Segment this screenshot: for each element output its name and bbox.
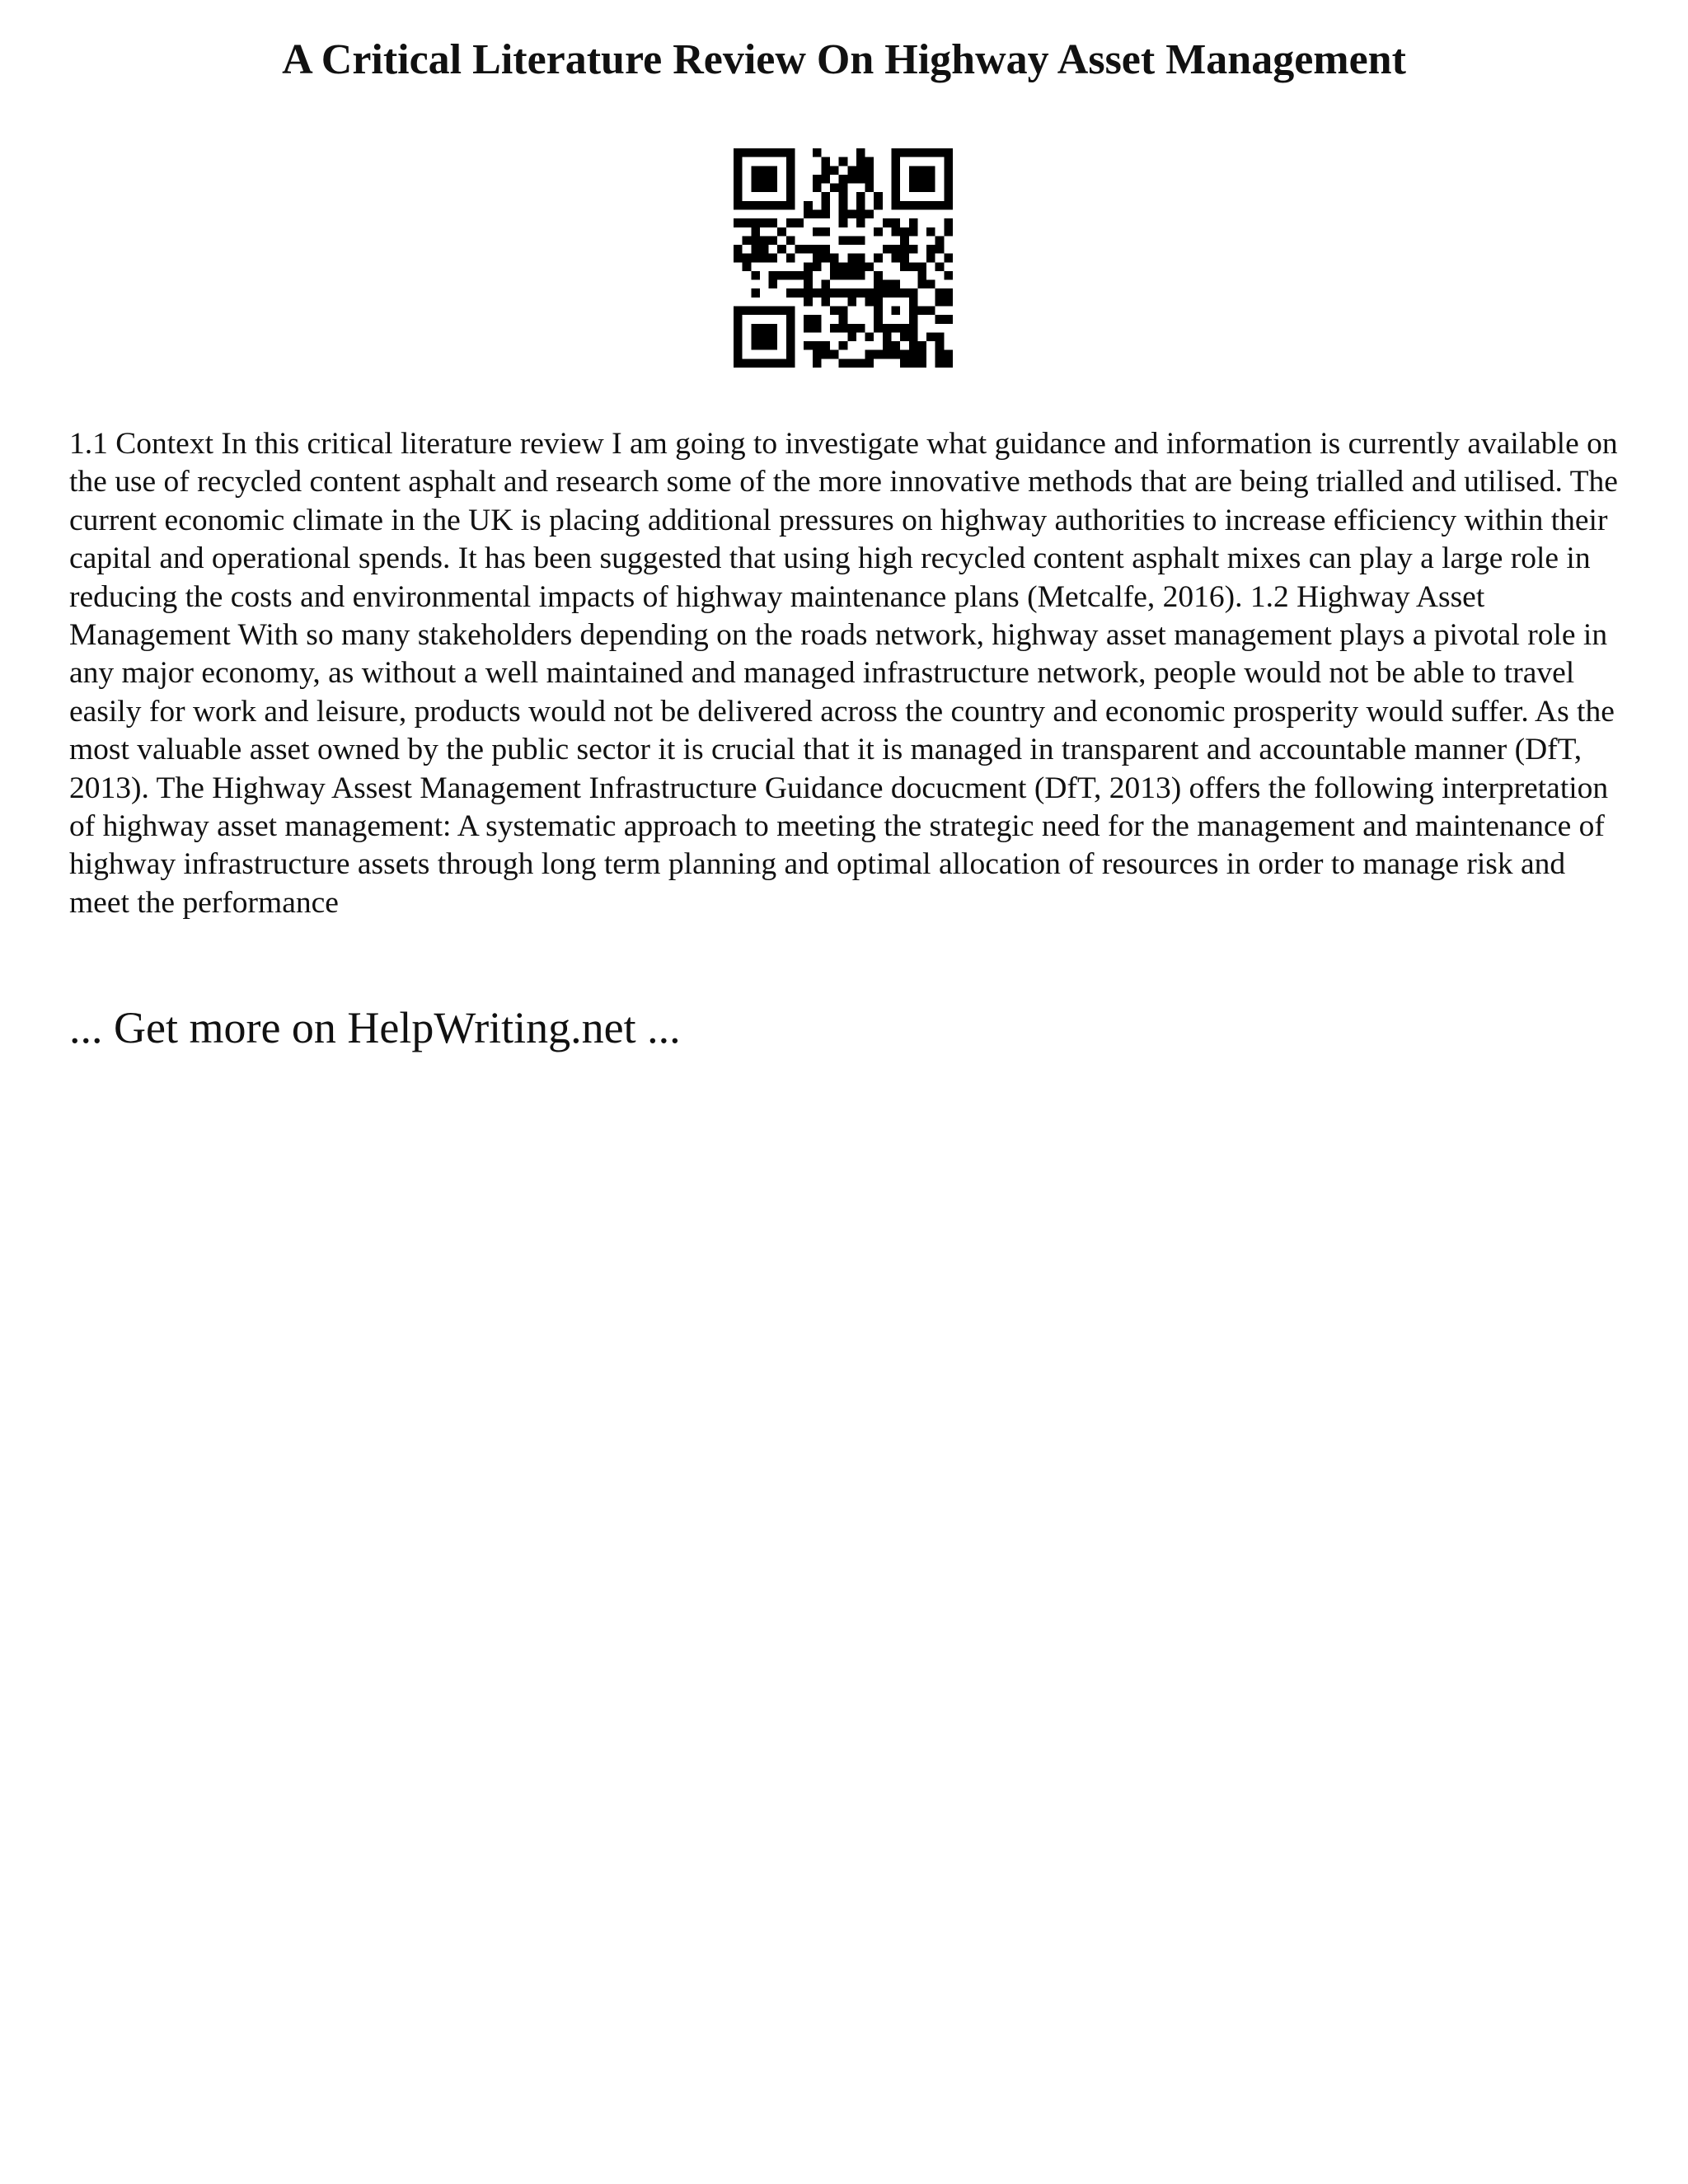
qr-code-graphic [734, 148, 953, 368]
qr-code-icon [734, 148, 953, 368]
document-title: A Critical Literature Review On Highway Asset Management [282, 36, 1406, 83]
get-more-link[interactable]: ... Get more on HelpWriting.net ... [69, 1003, 681, 1052]
document-body: 1.1 Context In this critical literature review I am going to investigate what guidance and information is currently available on the use of recycled content asphalt and research some of the more innovative methods that are being trialled and utilised. The current economic climate in the UK is placing additional pressures on highway authorities to increase efficiency within their capital and operational spends. It has been suggested that using high recycled content asphalt mixes can play a large role in reducing the costs and environmental impacts of highway maintenance plans (Metcalfe, 2016). 1.2 Highway Asset Management With so many stakeholders depending on the roads network, highway asset management plays a pivotal role in any major economy, as without a well maintained and managed infrastructure network, people would not be able to travel easily for work and leisure, products would not be delivered across the country and economic prosperity would suffer. As the most valuable asset owned by the public sector it is crucial that it is managed in transparent and accountable manner (DfT, 2013). The Highway Assest Management Infrastructure Guidance docucment (DfT, 2013) offers the following interpretation of highway asset management: A systematic approach to meeting the strategic need for the management and maintenance of highway infrastructure assets through long term planning and optimal allocation of resources in order to manage risk and meet the performance [69, 427, 1618, 920]
